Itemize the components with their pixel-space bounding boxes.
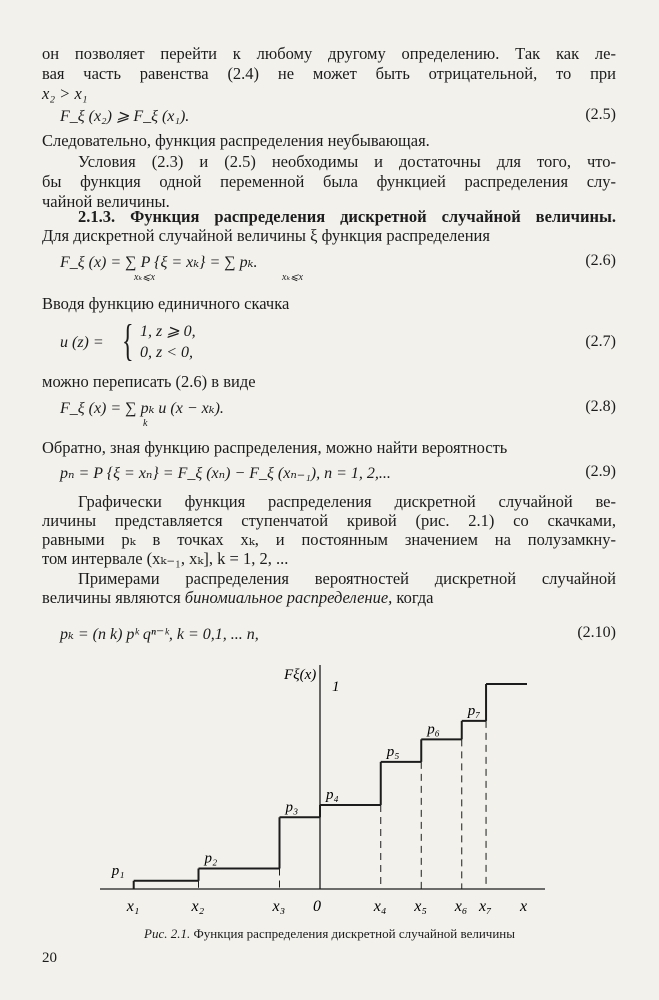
text-line: Графически функция распределения дискретной случайной ве- (78, 492, 616, 511)
x-tick-label: x₁ (126, 898, 140, 915)
text-line: Вводя функцию единичного скачка (42, 294, 290, 313)
x-tick-label: x₆ (454, 898, 468, 915)
text-line: можно переписать (2.6) в виде (42, 372, 256, 391)
equation-2-8: F_ξ (x) = ∑ pₖ u (x − xₖ). (60, 400, 224, 417)
step-label: p₇ (467, 702, 481, 719)
step-label: p₄ (326, 786, 339, 803)
x-tick-label: x (520, 898, 528, 915)
step-chart (0, 655, 659, 915)
step-label: p₆ (427, 721, 440, 738)
equation-number: (2.7) (585, 333, 616, 350)
y-axis-label: Fξ(x) (284, 667, 317, 683)
step-label: p₅ (386, 743, 400, 760)
equation-2-5: F_ξ (x₂) ⩾ F_ξ (x₁). (60, 108, 190, 125)
step-label: p₁ (111, 862, 125, 879)
x-tick-label: x₇ (479, 898, 492, 915)
text-line: Для дискретной случайной величины ξ функция распределения (42, 226, 490, 245)
brace-icon: { (122, 316, 134, 365)
text-line: чайной величины. (42, 192, 170, 211)
step-label: p₂ (204, 850, 218, 867)
equation-number: (2.5) (585, 106, 616, 123)
text-line: он позволяет перейти к любому другому определению. Так как ле- (42, 44, 616, 63)
section-heading (42, 207, 616, 227)
text-line: вая часть равенства (2.4) не может быть отрицательной, то при (42, 64, 616, 83)
equation-2-10: pₖ = (n k) pᵏ qⁿ⁻ᵏ, k = 0,1, ... n, (60, 626, 259, 643)
y-max-label: 1 (332, 679, 340, 695)
caption-text: Функция распределения дискретной случайной величины (190, 926, 515, 941)
text-line: Обратно, зная функцию распределения, можно найти вероятность (42, 438, 508, 457)
text-line: x₂ > x₁ (42, 84, 88, 103)
equation-2-6: F_ξ (x) = ∑ P {ξ = xₖ} = ∑ pₖ. (60, 254, 258, 271)
text-line: том интервале (xₖ₋₁, xₖ], k = 1, 2, ... (42, 549, 289, 568)
equation-number: (2.10) (577, 624, 616, 641)
text-line: равными pₖ в точках xₖ, и постоянным значением на полузамкну- (42, 530, 616, 549)
text-line: бы функция одной переменной была функцией распределения слу- (42, 172, 616, 191)
figure-caption (0, 926, 659, 942)
section-number: 2.1.3. (78, 207, 116, 226)
sum-subscript: xₖ⩽x (134, 272, 155, 283)
page-number: 20 (42, 950, 57, 966)
equation-number: (2.8) (585, 398, 616, 415)
section-title: Функция распределения дискретной случайной величины. (130, 207, 617, 226)
equation-number: (2.9) (585, 463, 616, 480)
x-tick-label: 0 (313, 898, 321, 915)
x-tick-label: x₄ (373, 898, 387, 915)
emphasized-term: биномиальное распределение, (184, 588, 393, 607)
equation-2-7-case2: 0, z < 0, (140, 344, 194, 361)
text-span: когда (392, 588, 434, 607)
text-line: Примерами распределения вероятностей дискретной случайной (78, 569, 616, 588)
caption-prefix: Рис. 2.1. (144, 926, 191, 941)
text-line: Следовательно, функция распределения неубывающая. (42, 131, 430, 150)
text-span: величины являются (42, 588, 185, 607)
equation-2-7-lhs: u (z) = (60, 334, 104, 351)
sum-subscript: k (143, 418, 148, 429)
x-tick-label: x₅ (414, 898, 427, 915)
text-line: личины представляется ступенчатой кривой (рис. 2.1) со скачками, (42, 511, 616, 530)
equation-2-7-case1: 1, z ⩾ 0, (140, 323, 196, 340)
x-tick-label: x₂ (191, 898, 205, 915)
equation-number: (2.6) (585, 252, 616, 269)
x-tick-label: x₃ (272, 898, 286, 915)
text-line (42, 588, 616, 608)
text-line: Условия (2.3) и (2.5) необходимы и достаточны для того, что- (78, 152, 616, 171)
step-label: p₃ (285, 799, 299, 816)
sum-subscript: xₖ⩽x (282, 272, 303, 283)
equation-2-9: pₙ = P {ξ = xₙ} = F_ξ (xₙ) − F_ξ (xₙ₋₁), n = 1, 2,... (60, 465, 391, 482)
